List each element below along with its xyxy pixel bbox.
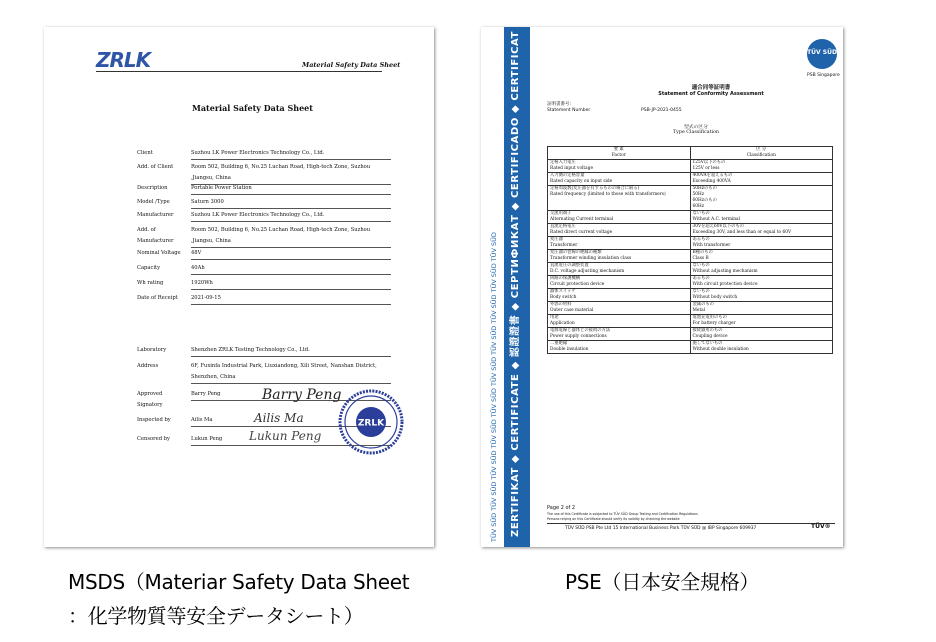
header-rule <box>96 71 382 72</box>
classification-text: 60Hz <box>692 204 704 209</box>
classification-table <box>547 146 833 354</box>
classification-text: Metal <box>692 308 706 313</box>
classification-text: ないもの <box>692 211 710 216</box>
classification-text: Without double insulation <box>692 347 749 352</box>
table-row <box>548 289 833 302</box>
classification-text: ないもの <box>692 263 710 268</box>
table-row <box>548 302 833 315</box>
pse-certificate <box>481 27 843 547</box>
factor-text: 外郭の材料 <box>550 302 572 307</box>
field-value: 2021-09-15 <box>191 293 391 305</box>
table-row <box>548 263 833 276</box>
field-value: Lukun Peng <box>191 434 391 446</box>
classification-cell <box>690 263 833 276</box>
tuv-logo-icon: TÜV SÜD <box>807 39 837 69</box>
cert-number-jp: 証明書番号: <box>547 102 572 107</box>
field-label: Inspected by <box>137 417 171 423</box>
classification-cell <box>690 328 833 341</box>
pse-title-jp: 適合同等証明書 <box>691 85 731 91</box>
classification-text: 400VAを超えるもの <box>692 173 733 178</box>
msds-field-row <box>137 345 397 356</box>
field-value: 1920Wh <box>191 278 391 290</box>
field-label: Client <box>137 150 153 156</box>
pse-title-en: Statement of Conformity Assessment <box>658 91 764 97</box>
msds-caption-line1: MSDS（Materiar Safety Data Sheet <box>68 570 410 594</box>
certificate-band <box>504 27 530 547</box>
classification-cell <box>690 302 833 315</box>
table-row <box>548 341 833 354</box>
classification-text: 金属のもの <box>692 302 714 307</box>
factor-text: 用途 <box>550 315 559 320</box>
classification-cell <box>690 289 833 302</box>
field-value: 48V <box>191 248 391 260</box>
field-label: Date of Receipt <box>137 295 178 301</box>
factor-text: 直流定格電圧 <box>550 224 576 229</box>
classification-text: For battery charger <box>692 321 736 326</box>
footer-rule <box>547 523 835 524</box>
factor-text: 変圧器 <box>550 237 563 242</box>
classification-text: 30Vを超え60V以下のもの <box>692 224 745 229</box>
classification-text: Without adjusting mechanism <box>692 269 758 274</box>
field-value: Portable Power Station <box>191 183 391 195</box>
factor-text: Double insulation <box>550 347 589 352</box>
factor-header: 要 素 Factor <box>548 147 691 160</box>
table-row <box>548 250 833 263</box>
msds-document <box>44 27 434 547</box>
table-row <box>548 328 833 341</box>
factor-text: 電源電線と器体との接続の方法 <box>550 328 611 333</box>
factor-text: Power supply connections <box>550 334 607 339</box>
signature-barry-peng: Barry Peng <box>262 387 342 403</box>
footer-note-1: The use of this Certificate is subjected to TÜV SÜD Group Testing and Certification Regulations <box>547 512 698 516</box>
msds-field-row <box>137 148 397 159</box>
field-label: Description <box>137 185 168 191</box>
field-label: Laboratory <box>137 347 167 353</box>
classification-text: 50Hz <box>692 192 704 197</box>
field-label: Model /Type <box>137 199 170 205</box>
msds-field-row <box>137 162 397 182</box>
classification-text: 50Hzのもの <box>692 186 717 191</box>
field-value: 6F, Fuxinfa Industrial Park, Liuxiandong, Xili Street, Nanshan District, Shenzhen, China <box>191 361 391 384</box>
classification-text: With transformer <box>692 243 731 248</box>
field-label: Capacity <box>137 265 161 271</box>
seal-text: ZRLK <box>357 418 385 429</box>
field-label: Nominal Voltage <box>137 250 181 256</box>
factor-cell <box>548 328 691 341</box>
company-seal <box>338 389 404 455</box>
signature-ailis-ma: Ailis Ma <box>254 411 304 425</box>
classification-text: 125V or less <box>692 166 720 171</box>
factor-cell <box>548 211 691 224</box>
factor-text: Alternating Current terminal <box>550 217 614 222</box>
classification-text: Without A.C. terminal <box>692 217 740 222</box>
field-label: Manufacturer <box>137 212 174 218</box>
factor-text: 定格入力電圧 <box>550 160 576 165</box>
factor-cell <box>548 289 691 302</box>
field-value: Shenzhen ZRLK Testing Technology Co., Ltd. <box>191 345 391 357</box>
msds-field-row <box>137 248 397 259</box>
factor-text: Circuit protection device <box>550 282 605 287</box>
field-label: Add. of Manufacturer <box>137 227 174 244</box>
msds-caption-line2: ：化学物質等安全データシート） <box>68 604 364 628</box>
factor-text: 入力側の定格容量 <box>550 173 585 178</box>
field-value: Saturn 3000 <box>191 197 391 209</box>
tuv-side-strip <box>489 27 501 547</box>
factor-text: Rated frequency (limited to those with transformers) <box>550 192 666 197</box>
classification-text: 125V以下のもの <box>692 160 726 165</box>
classification-text: 60Hzのもの <box>692 198 717 203</box>
field-value: Barry Peng <box>191 389 391 401</box>
field-value: Room 502, Building 6, No.25 Luchan Road, High-tech Zone, Suzhou ,Jiangsu, China <box>191 162 391 185</box>
factor-text: Rated input voltage <box>550 166 594 171</box>
msds-field-row <box>137 293 397 304</box>
type-classification-en: Type Classification <box>672 130 720 135</box>
classification-cell <box>690 224 833 237</box>
msds-field-row <box>137 210 397 221</box>
factor-cell <box>548 276 691 289</box>
table-row <box>548 211 833 224</box>
field-label: Approved Signatory <box>137 391 163 408</box>
classification-text: 施してないもの <box>692 341 723 346</box>
msds-field-row <box>137 225 397 245</box>
factor-cell <box>548 237 691 250</box>
factor-text: 器体スイッチ <box>550 289 576 294</box>
table-row <box>548 276 833 289</box>
factor-text: 交流用端子 <box>550 211 572 216</box>
factor-cell <box>548 315 691 328</box>
classification-text: Exceeding 30V, and less than or equal to 60V <box>692 230 792 235</box>
classification-cell <box>690 173 833 186</box>
classification-cell <box>690 237 833 250</box>
strip-text: TÜV SÜD TÜV SÜD TÜV SÜD TÜV SÜD TÜV SÜD TÜV SÜD TÜV SÜD TÜV SÜD TÜV SÜD TÜV SÜD <box>490 232 498 542</box>
field-label: Address <box>137 363 159 369</box>
msds-title: Material Safety Data Sheet <box>192 103 313 113</box>
field-label: Add. of Client <box>137 164 174 170</box>
field-label: Wh rating <box>137 280 164 286</box>
msds-field-row <box>137 263 397 274</box>
factor-text: Rated capacity on input side <box>550 179 613 184</box>
footer-company: TÜV SÜD PSB Pte Ltd 15 International Business Park TÜV SÜD @ IBP Singapore 609937 <box>565 526 757 531</box>
classification-cell <box>690 315 833 328</box>
classification-text: Class B <box>692 256 709 261</box>
msds-header-text: Material Safety Data Sheet <box>302 61 401 69</box>
field-value: Ailis Ma <box>191 415 391 427</box>
factor-text: 二重絶縁 <box>550 341 568 346</box>
factor-cell <box>548 186 691 211</box>
signature-lukun-peng: Lukun Peng <box>249 429 322 443</box>
field-value: Room 502, Building 6, No.25 Luchan Road, High-tech Zone, Suzhou ,Jiangsu, China <box>191 225 391 248</box>
table-row <box>548 237 833 250</box>
classification-text: あるもの <box>692 237 710 242</box>
factor-text: D.C. voltage adjusting mechanism <box>550 269 625 274</box>
msds-field-row <box>137 361 397 381</box>
factor-text: Transformer <box>550 243 578 248</box>
classification-text: ないもの <box>692 289 710 294</box>
factor-text: 変圧器の巻線の絶縁の種類 <box>550 250 602 255</box>
band-text: ZERTIFIKAT ◆ CERTIFICATE ◆ 認證證書 ◆ СЕРТИФИКАТ ◆ CERTIFICADO ◆ CERTIFICAT <box>510 30 521 537</box>
classification-text: 接続器用のもの <box>692 328 723 333</box>
tuv-region: PSB Singapore <box>807 73 840 78</box>
classification-text: 電池充電用のもの <box>692 315 727 320</box>
cert-number-value: PSB-JP-2021-0455 <box>641 108 682 113</box>
classification-text: Coupling device <box>692 334 728 339</box>
classification-cell <box>690 341 833 354</box>
classification-text: Exceeding 400VA <box>692 179 731 184</box>
page-number: Page 2 of 2 <box>547 505 576 511</box>
factor-text: Application <box>550 321 575 326</box>
classification-cell <box>690 276 833 289</box>
field-value: Suzhou LK Power Electronics Technology Co., Ltd. <box>191 148 391 160</box>
factor-text: Rated direct current voltage <box>550 230 613 235</box>
factor-cell <box>548 224 691 237</box>
factor-cell <box>548 160 691 173</box>
factor-text: Outer case material <box>550 308 594 313</box>
factor-cell <box>548 250 691 263</box>
factor-cell <box>548 173 691 186</box>
classification-cell <box>690 186 833 211</box>
factor-cell <box>548 263 691 276</box>
classification-header: 区 分 Classification <box>690 147 833 160</box>
zrlk-logo: ZRLK <box>96 48 151 72</box>
classification-cell <box>690 250 833 263</box>
table-row <box>548 160 833 173</box>
factor-text: Body switch <box>550 295 577 300</box>
table-row <box>548 173 833 186</box>
factor-text: 直流電圧の調整装置 <box>550 263 589 268</box>
classification-text: あるもの <box>692 276 710 281</box>
table-row <box>548 186 833 211</box>
classification-text: With circuit protection device <box>692 282 758 287</box>
field-value: Suzhou LK Power Electronics Technology Co., Ltd. <box>191 210 391 222</box>
table-row <box>548 224 833 237</box>
msds-field-row <box>137 197 397 208</box>
classification-cell <box>690 211 833 224</box>
factor-cell <box>548 341 691 354</box>
footer-note-2: Persons relying on this Certificate should verify its validity by checking the website <box>547 517 680 521</box>
factor-text: Transformer winding insulation class <box>550 256 632 261</box>
factor-text: 回路の保護機構 <box>550 276 581 281</box>
field-value: 40Ah <box>191 263 391 275</box>
factor-text: 定格周波数(変圧器を有するものの場合に限る) <box>550 186 640 191</box>
cert-number-label: Statement Number <box>547 108 591 113</box>
table-row <box>548 315 833 328</box>
factor-cell <box>548 302 691 315</box>
pse-caption: PSE（日本安全規格） <box>565 570 760 594</box>
classification-text: B種のもの <box>692 250 713 255</box>
type-classification-jp: 型式の区分 <box>684 125 708 130</box>
classification-cell <box>690 160 833 173</box>
msds-field-row <box>137 183 397 194</box>
classification-text: Without body switch <box>692 295 738 300</box>
footer-tuv-mark: TÜV® <box>811 523 831 530</box>
msds-field-row <box>137 278 397 289</box>
field-label: Censored by <box>137 436 170 442</box>
